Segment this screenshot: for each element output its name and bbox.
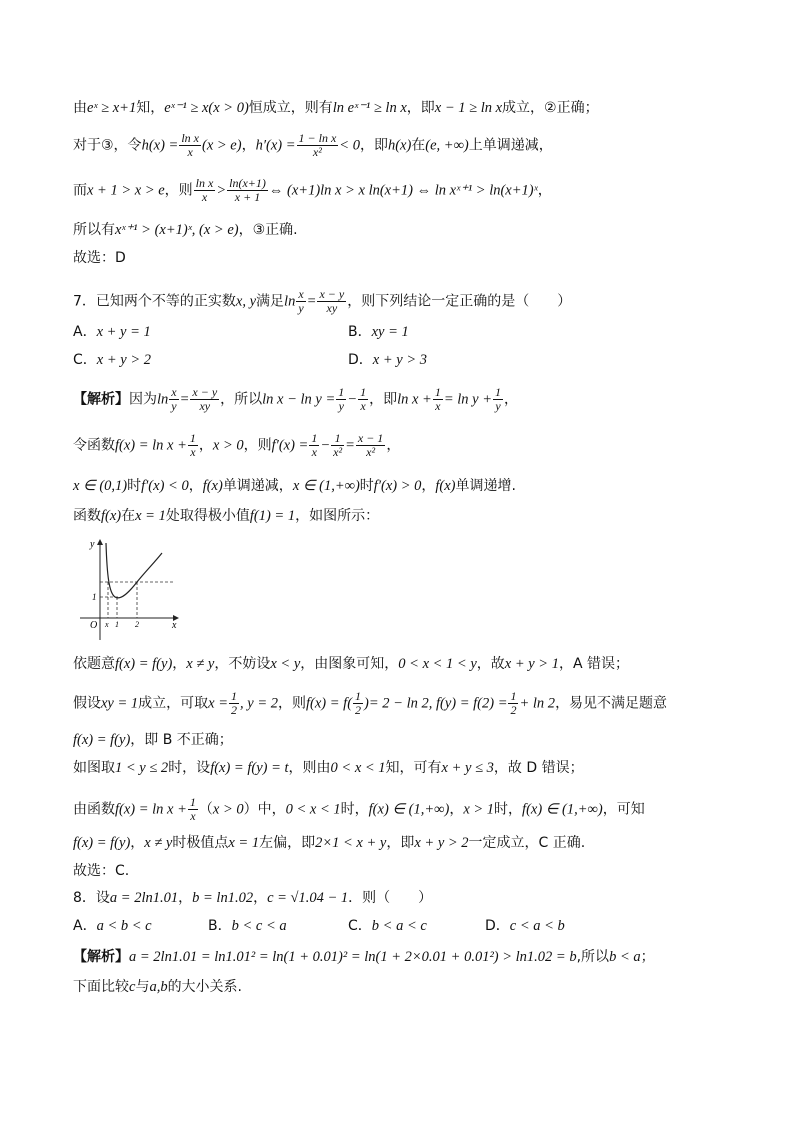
denominator: xy [190,399,219,413]
solution-line-2 [73,432,734,459]
text: 令函数 [73,437,115,454]
fraction [331,432,344,459]
option-value: b < a < c [371,918,427,934]
text: ， [504,391,518,408]
fraction [169,386,178,413]
fraction [358,386,368,413]
text: ，则 [164,182,193,199]
option-label: D． [485,918,510,934]
fraction [356,432,385,459]
fraction [227,177,268,204]
text: ，易见不满足题意 [555,695,668,712]
math: h(x) = [141,137,179,154]
numerator: 1 [231,689,238,703]
solution-line-4 [73,506,734,526]
solution-line-7 [73,730,734,750]
math: x + y > 2 [414,835,469,851]
math: − [320,437,331,454]
option-label: A． [73,918,97,934]
math: f(x) [202,478,223,494]
option-label: C． [348,918,372,934]
text: ， [241,137,256,154]
math: x = [208,695,229,712]
text: 成立，②正确； [502,100,599,116]
math: f(x) = ln x + [115,801,187,818]
math: x > 0 [212,437,244,454]
math: h(x) [387,137,412,154]
math: − [347,391,358,408]
numerator: x [298,287,304,301]
text: 左偏，即 [259,835,316,851]
numerator: 1 [189,431,196,445]
text: ，可知 [602,801,645,818]
math: x ≠ y [144,835,173,851]
fraction [317,288,346,315]
math: xy = 1 [101,695,139,712]
text: 函数 [73,508,101,524]
text: 由 [73,100,87,116]
text: 时，设 [168,760,211,776]
line-5 [73,248,734,268]
fraction [508,690,518,717]
denominator: x [309,445,319,459]
text: ，即 B 不正确； [130,732,233,748]
math: f(1) = 1 [249,508,296,524]
numerator: 1 [434,385,441,399]
math: f′(x) < 0 [141,478,189,494]
line-2 [73,132,734,159]
math: ln eˣ⁻¹ ≥ ln x [332,100,407,116]
text: 假设 [73,695,101,712]
option-value: x + y = 1 [96,324,151,340]
text: ，故 D 错误； [493,760,584,776]
denominator: y [171,399,177,413]
text: ， [172,656,187,672]
fraction [336,386,346,413]
q8-option-a [73,916,152,936]
text: ，如图所示： [295,508,380,524]
math: b < a [609,949,641,965]
fraction [296,288,305,315]
numerator: 1 [360,385,367,399]
text: ，即 [359,137,388,154]
denominator: y [493,399,503,413]
numerator: x [171,385,177,399]
math: b = ln1.02 [192,890,254,906]
text: ，则由 [288,760,331,776]
text: ,所以 [576,949,610,965]
math: x + y > 1 [504,656,559,672]
denominator: y [336,399,346,413]
numerator: x − y [319,287,345,301]
question-8 [73,888,734,908]
math: f(x) = f(y) [115,656,173,672]
solution-line-3 [73,476,734,496]
text: ， [386,437,401,454]
math: > [216,182,227,199]
text: ，A 错误； [558,656,629,672]
math: 2×1 < x + y [315,835,387,851]
fraction [188,432,198,459]
denominator: 2 [231,703,238,717]
option-value: x + y > 2 [96,352,151,368]
y-label: y [90,539,95,550]
text: 8．设 [73,890,110,906]
question-7 [73,288,734,315]
denominator: 2 [355,703,362,717]
text: ， [253,890,268,906]
denominator: x² [333,445,343,459]
text: 7．已知两个不等的正实数 [73,293,236,310]
numerator: 1 [355,689,362,703]
fraction [194,177,216,204]
text: 因为 [129,391,157,408]
math: c = √1.04 − 1 [267,890,349,906]
text: 处取得极小值 [165,508,250,524]
text: （ [198,801,213,818]
math: x + 1 > x > e [87,182,165,199]
math: = [345,437,355,454]
math: 0 < x < 1 [330,760,386,776]
math: f(x) ∈ (1,+∞) [368,801,450,818]
fraction [297,132,339,159]
math: 1 < y ≤ 2 [115,760,169,776]
denominator: y [298,301,304,315]
text: ，则 [278,695,306,712]
denominator: xy [317,301,346,315]
math: x ∈ (1,+∞) [292,478,360,494]
text: ．则（ ） [348,890,433,906]
fraction [229,690,239,717]
q8-option-b [208,916,287,936]
math: ln [284,293,296,310]
math: x = 1 [135,508,166,524]
text: 的大小关系. [167,979,243,995]
text: ， [178,890,193,906]
tick-x: x [105,620,109,629]
text: 一定成立，C 正确. [468,835,586,851]
denominator: x² [356,445,385,459]
fraction [179,132,201,159]
fraction [493,386,503,413]
q8-option-d [485,916,565,936]
numerator: 1 − ln x [298,131,337,145]
text: 时极值点 [172,835,229,851]
math: x + y ≤ 3 [441,760,494,776]
text: 在 [121,508,136,524]
text: ， [537,182,552,199]
fraction [353,690,363,717]
solution-line-6: 假设xy = 1成立，可取x = $\frac{1}{2}$ , y = 2，则f(x) = f( $\frac{1}{2}$ )= 2 − ln 2, f(y) = f(2) = $\frac{1}{2}$ + ln 2，易见不满足题意 [73,689,668,717]
math: + ln 2 [519,695,556,712]
numerator: ln x [195,176,214,190]
text: ， [198,437,213,454]
fraction [433,386,443,413]
text: ， [130,835,145,851]
text: 时， [340,801,369,818]
answer-text: 故选：D [73,250,126,266]
denominator: x [188,809,198,823]
math: f(x) [101,508,122,524]
math: ln x + [397,391,432,408]
text: 单调递减， [222,478,293,494]
math: x < y [270,656,301,672]
solution-line-1 [73,386,734,413]
solution-line-12 [73,947,734,967]
text: 上单调递减， [468,137,553,154]
math: a = 2ln1.01 = ln1.01² = ln(1 + 0.01)² = ln(1 + 2×0.01 + 0.01²) > ln1.02 = b [129,949,577,965]
math: = 2 − ln 2, f(y) = f(2) = [368,695,508,712]
option-b [348,322,409,342]
math: , y = 2 [240,695,278,712]
fraction [309,432,319,459]
text: 与 [135,979,150,995]
math: (e, +∞) [425,137,469,154]
text: 在 [411,137,426,154]
math: = ln y + [443,391,492,408]
text: ，即 [406,100,435,116]
text: ，③正确. [238,222,298,238]
math: h′(x) = [255,137,296,154]
option-value: c < a < b [509,918,565,934]
math: f(x) ∈ (1,+∞) [522,801,603,818]
option-value: b < c < a [231,918,287,934]
text: 依题意 [73,656,115,672]
answer-text: 故选：C. [73,863,130,879]
solution-tag: 【解析】 [73,949,129,965]
solution-line-8 [73,758,734,778]
option-label: B． [348,324,372,340]
numerator: ln(x+1) [229,176,266,190]
option-value: xy = 1 [371,324,409,340]
option-value: a < b < c [96,918,152,934]
math: x, y [235,293,257,310]
math: 0 < x < 1 < y [398,656,477,672]
denominator: x [194,190,216,204]
text: ； [640,949,655,965]
text: ，所以 [220,391,263,408]
fraction [188,796,198,823]
math: x > 0 [212,801,244,818]
math: x > 1 [463,801,495,818]
math: = [306,293,317,310]
math: f′(x) > 0 [373,478,422,494]
numerator: 1 [311,431,318,445]
text: ，不妨设 [214,656,271,672]
text: ， [449,801,464,818]
text: 知， [136,100,165,116]
tick-x2: 2 [135,620,139,629]
solution-line-11 [73,861,734,881]
text: ，由图象可知， [300,656,399,672]
solution-tag: 【解析】 [73,391,129,408]
solution-line-5 [73,654,734,674]
tick-y1: 1 [92,592,97,602]
option-d [348,350,427,370]
numerator: 1 [510,689,517,703]
math: f(x) = f(y) = t [210,760,289,776]
math: eˣ⁻¹ ≥ x(x > 0) [164,100,249,116]
numerator: ln x [181,131,199,145]
math: f(x) [435,478,456,494]
text: 而 [73,182,87,199]
text: 知，可有 [385,760,442,776]
math: f(x) = f(y) [73,835,131,851]
text: ，即 [386,835,415,851]
text: ）中， [243,801,286,818]
text: 所以有 [73,222,115,238]
math: f′(x) = [271,437,309,454]
math: ln x − ln y = [262,391,336,408]
denominator: x² [297,145,339,159]
text: 时 [127,478,142,494]
text: 单调递增. [455,478,516,494]
text: 对于③，令 [73,137,142,154]
x-label: x [172,620,177,631]
numerator: 1 [334,431,341,445]
text: 如图取 [73,760,115,776]
text: ， [421,478,436,494]
denominator: 2 [510,703,517,717]
text: 时， [494,801,523,818]
text: ，则 [243,437,272,454]
math: x ∈ (0,1) [73,478,128,494]
denominator: x [433,399,443,413]
math: = [179,391,190,408]
math: (x > e) [202,137,242,154]
solution-line-10 [73,833,734,853]
math: f(x) = f(y) [73,732,131,748]
curve [106,543,162,598]
numerator: x − y [192,385,218,399]
numerator: 1 [495,385,501,399]
math: < 0 [339,137,360,154]
line-3 [73,177,734,204]
denominator: x [188,445,198,459]
denominator: x + 1 [227,190,268,204]
text: ，故 [476,656,505,672]
origin-label: O [90,620,98,631]
math: f(x) = ln x + [115,437,187,454]
denominator: x [179,145,201,159]
text: 成立，可取 [138,695,209,712]
math: 0 < x < 1 [285,801,341,818]
numerator: x − 1 [357,431,384,445]
option-label: B． [208,918,232,934]
numerator: 1 [189,795,196,809]
math: x = 1 [228,835,260,851]
math: x − 1 ≥ ln x [434,100,503,116]
q8-option-c [348,916,427,936]
line-4 [73,220,734,240]
math: eˣ ≥ x+1 [87,100,137,116]
text: 由函数 [73,801,115,818]
math: x ≠ y [186,656,215,672]
fraction [190,386,219,413]
text: ，即 [369,391,398,408]
option-a [73,322,151,342]
denominator: x [358,399,368,413]
math: ⇔ (x+1)ln x > x ln(x+1) ⇔ ln xˣ⁺¹ > ln(x+1)ˣ [268,182,538,199]
solution-line-9 [73,796,734,823]
text: 时 [359,478,374,494]
math: a,b [149,979,168,995]
text: 恒成立，则有 [248,100,333,116]
numerator: 1 [338,385,345,399]
math: ln [157,391,169,408]
tick-x1: 1 [115,620,119,629]
option-c [73,350,151,370]
math: a = 2ln1.01 [109,890,179,906]
solution-line-13 [73,977,734,997]
math: c [129,979,136,995]
option-value: x + y > 3 [372,352,427,368]
text: ， [188,478,203,494]
math: f(x) = f [306,695,348,712]
option-label: A． [73,324,97,340]
text: ，则下列结论一定正确的是（ ） [347,293,572,310]
option-label: D． [348,352,373,368]
text: 下面比较 [73,979,129,995]
text: 满足 [256,293,285,310]
line-1 [73,98,734,118]
math: xˣ⁺¹ > (x+1)ˣ, (x > e) [115,222,239,238]
option-label: C． [73,352,97,368]
function-graph [78,535,188,645]
